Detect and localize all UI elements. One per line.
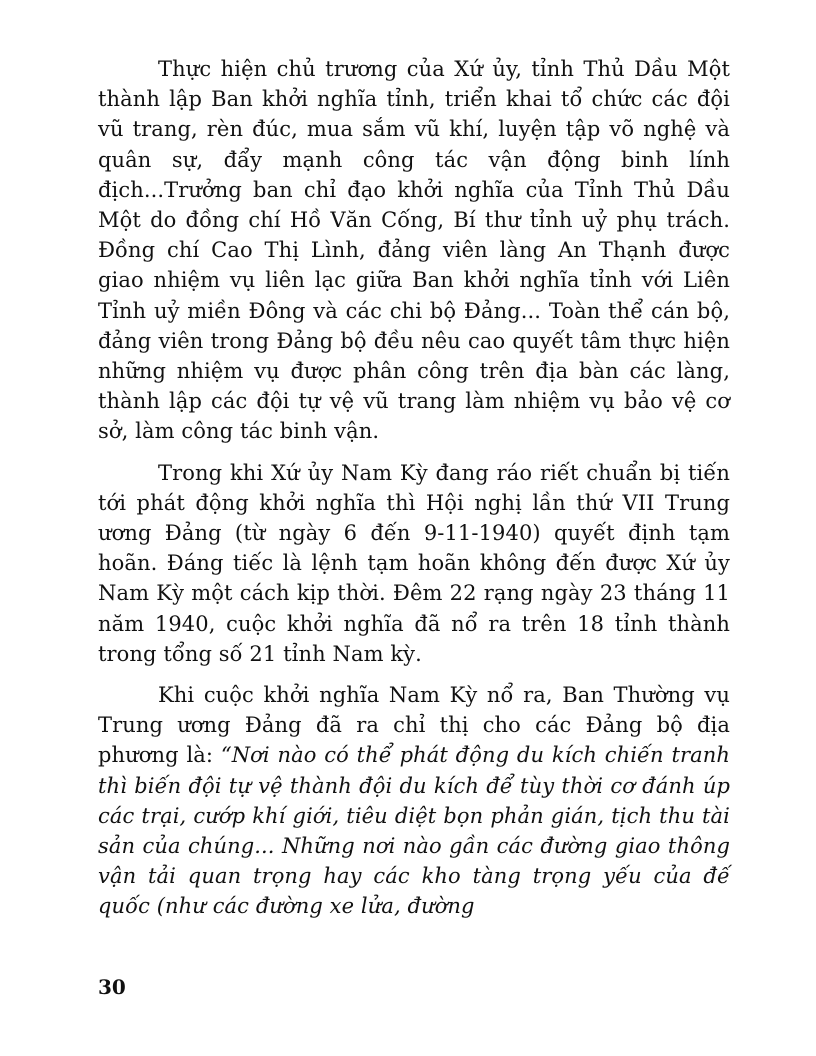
document-body [98, 54, 730, 922]
paragraph-3 [98, 680, 730, 922]
page-number: 30 [98, 975, 126, 999]
paragraph-2: Trong khi Xứ ủy Nam Kỳ đang ráo riết chuẩn bị tiến tới phát động khởi nghĩa thì Hội nghị lần thứ VII Trung ương Đảng (từ ngày 6 đến 9-11-1940) quyết định tạm hoãn. Đáng tiếc là lệnh tạm hoãn không đến được Xứ ủy Nam Kỳ một cách kịp thời. Đêm 22 rạng ngày 23 tháng 11 năm 1940, cuộc khởi nghĩa đã nổ ra trên 18 tỉnh thành trong tổng số 21 tỉnh Nam kỳ. [98, 460, 730, 666]
paragraph-3-intro: Khi cuộc khởi nghĩa Nam Kỳ nổ ra, Ban Thường vụ Trung ương Đảng đã ra chỉ thị cho các Đảng bộ địa phương là: [98, 683, 730, 768]
paragraph-3-quote: “Nơi nào có thể phát động du kích chiến tranh thì biến đội tự vệ thành đội du kích để tùy thời cơ đánh úp các trại, cướp khí giới, tiêu diệt bọn phản gián, tịch thu tài sản của chúng... Những nơi nào gần các đường giao thông vận tải quan trọng hay các kho tàng trọng yếu của đế quốc (như các đường xe lửa, đường [98, 743, 730, 919]
paragraph-1: Thực hiện chủ trương của Xứ ủy, tỉnh Thủ Dầu Một thành lập Ban khởi nghĩa tỉnh, triển khai tổ chức các đội vũ trang, rèn đúc, mua sắm vũ khí, luyện tập võ nghệ và quân sự, đẩy mạnh công tác vận động binh lính địch...Trưởng ban chỉ đạo khởi nghĩa của Tỉnh Thủ Dầu Một do đồng chí Hồ Văn Cống, Bí thư tỉnh uỷ phụ trách. Đồng chí Cao Thị Lình, đảng viên làng An Thạnh được giao nhiệm vụ liên lạc giữa Ban khởi nghĩa tỉnh với Liên Tỉnh uỷ miền Đông và các chi bộ Đảng... Toàn thể cán bộ, đảng viên trong Đảng bộ đều nêu cao quyết tâm thực hiện những nhiệm vụ được phân công trên địa bàn các làng, thành lập các đội tự vệ vũ trang làm nhiệm vụ bảo vệ cơ sở, làm công tác binh vận. [98, 57, 730, 444]
